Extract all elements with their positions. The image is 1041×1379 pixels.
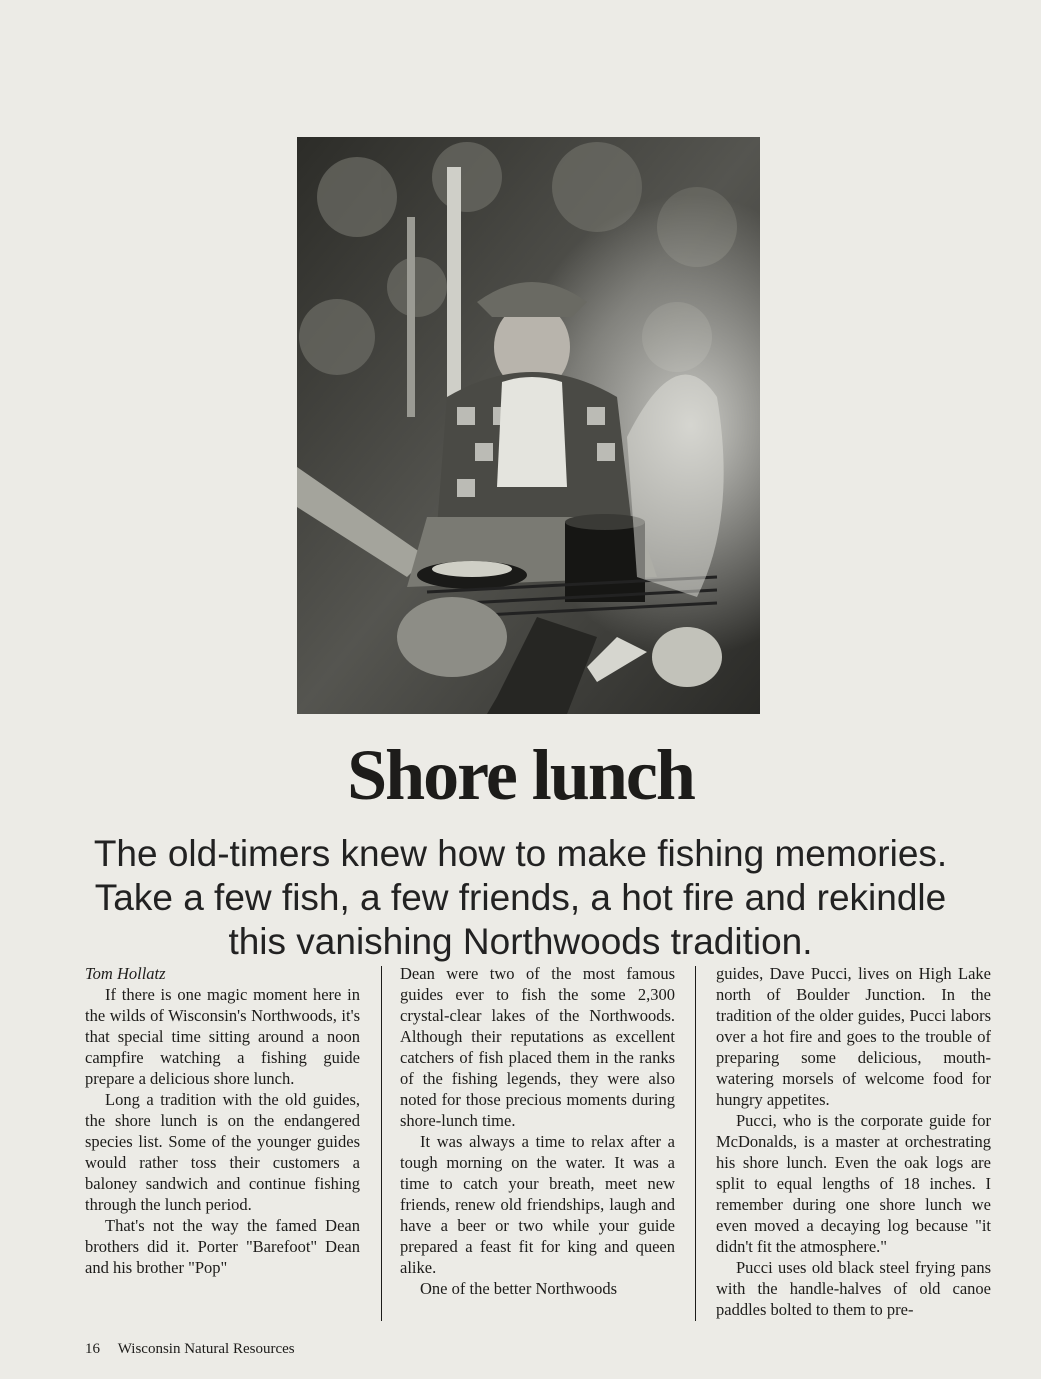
paragraph: That's not the way the famed Dean brothers did it. Porter "Barefoot" Dean and his brother "Pop" [85, 1216, 360, 1277]
byline: Tom Hollatz [85, 964, 166, 983]
publication-name: Wisconsin Natural Resources [117, 1341, 295, 1357]
paragraph: If there is one magic moment here in the wilds of Wisconsin's Northwoods, it's that special time sitting around a noon campfire watching a fishing guide prepare a delicious shore lunch. [85, 985, 360, 1088]
page-footer [85, 1341, 295, 1358]
column-divider [695, 966, 696, 1321]
column-divider [381, 966, 382, 1321]
column-3 [716, 963, 991, 1320]
paragraph: Dean were two of the most famous guides ever to fish the some 2,300 crystal-clear lakes of the Northwoods. Although their reputations as excellent catchers of fish placed them in the ranks of the fishing legends, they were also noted for those precious moments during shore-lunch time. [400, 964, 675, 1130]
paragraph: Long a tradition with the old guides, the shore lunch is on the endangered species list. Some of the younger guides would rather toss their customers a baloney sandwich and continue fishing through the lunch period. [85, 1090, 360, 1214]
paragraph: It was always a time to relax after a tough morning on the water. It was a time to catch your breath, meet new friends, renew old friendships, laugh and have a beer or two while your guide prepared a feast fit for king and queen alike. [400, 1132, 675, 1277]
paragraph: Pucci, who is the corporate guide for McDonalds, is a master at orchestrating his shore lunch. Even the oak logs are split to equal lengths of 18 inches. I remember during one shore lunch we even moved a decaying log because "it didn't fit the atmosphere." [716, 1111, 991, 1256]
paragraph: Pucci uses old black steel frying pans with the handle-halves of old canoe paddles bolted to them to pre- [716, 1258, 991, 1319]
page-number: 16 [85, 1341, 100, 1357]
paragraph: guides, Dave Pucci, lives on High Lake north of Boulder Junction. In the tradition of the older guides, Pucci labors over a hot fire and goes to the trouble of preparing some delicious, mouth-watering morsels of welcome food for hungry appetites. [716, 964, 991, 1109]
article-title: Shore lunch [347, 735, 694, 815]
campfire-cook-photo-icon [297, 137, 760, 714]
column-2 [400, 963, 675, 1299]
article-photo [297, 137, 760, 714]
paragraph: One of the better Northwoods [420, 1279, 618, 1298]
column-1 [85, 963, 360, 1278]
article-deck: The old-timers knew how to make fishing memories. Take a few fish, a few friends, a hot fire and rekindle this vanishing Northwoods tradition. [93, 833, 948, 962]
